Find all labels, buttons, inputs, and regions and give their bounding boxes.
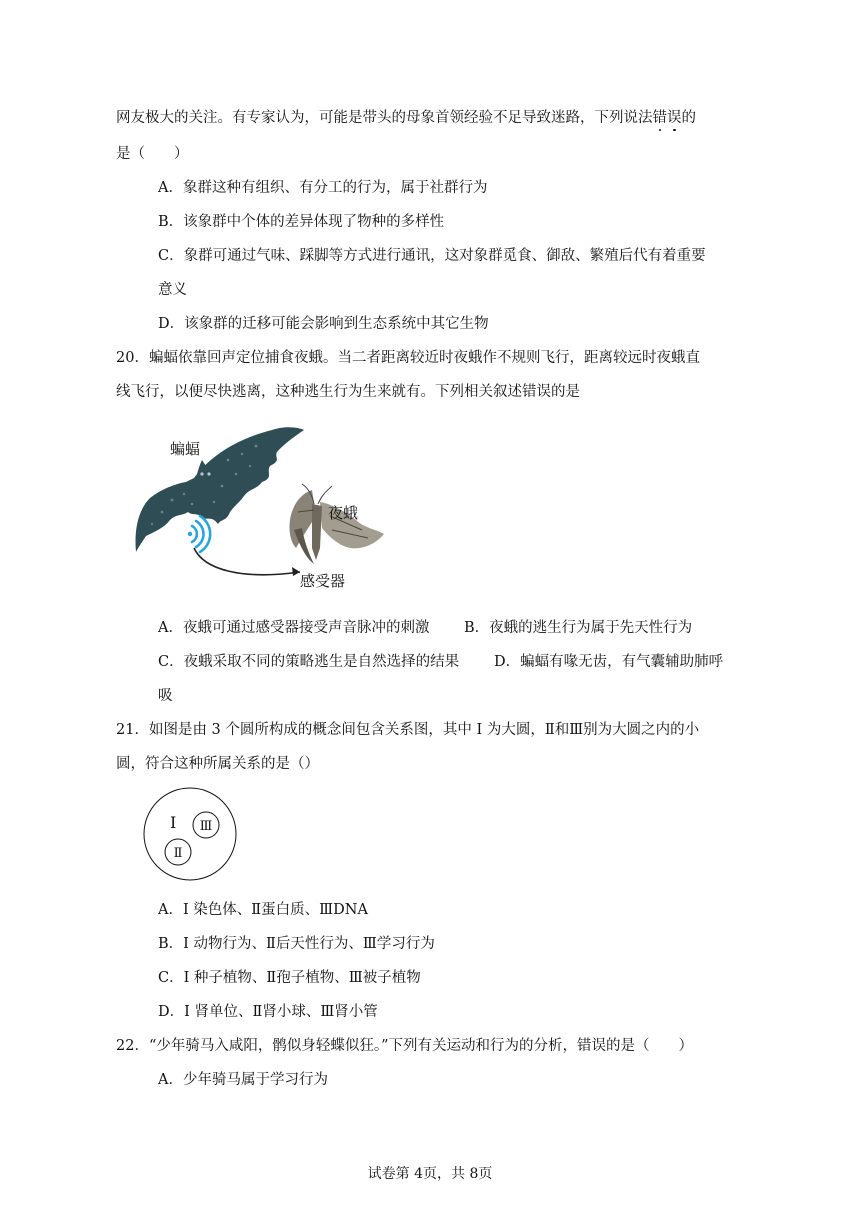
page-footer: 试卷第 4页，共 8页: [367, 1166, 493, 1182]
bat-silhouette: [136, 427, 304, 552]
bat-label: 蝙蝠: [170, 440, 201, 458]
q19-stem-line2: 是（ ）: [116, 146, 189, 162]
q22-option-a: A．少年骑马属于学习行为: [158, 1072, 328, 1088]
sound-wave-icon: [188, 516, 210, 552]
q20-option-b: B．夜蛾的逃生行为属于先天性行为: [464, 620, 693, 636]
q19-option-c-line2: 意义: [158, 282, 187, 298]
q19-stem-line1: 网友极大的关注。有专家认为，可能是带头的母象首领经验不足导致迷路，下列说法错误的: [116, 110, 696, 126]
q20-option-c: C．夜蛾采取不同的策略逃生是自然选择的结果: [158, 654, 460, 670]
circle-big: [144, 788, 236, 880]
q20-stem-line1: 20．蝙蝠依靠回声定位捕食夜蛾。当二者距离较近时夜蛾作不规则飞行，距离较远时夜蛾直: [116, 350, 700, 366]
q19-option-c-line1: C．象群可通过气味、踩脚等方式进行通讯，这对象群觅食、御敌、繁殖后代有着重要: [158, 248, 706, 264]
q21-option-a: A．I 染色体、Ⅱ蛋白质、ⅢDNA: [158, 902, 368, 918]
q21-stem-line2: 圆，符合这种所属关系的是（）: [116, 756, 319, 772]
circle-small-ii-label: Ⅱ: [173, 846, 183, 861]
arrow-head-icon: [292, 567, 300, 576]
bat-moth-figure: [132, 420, 392, 595]
concept-circles-figure: [142, 786, 242, 886]
moth-illustration: [289, 484, 384, 564]
moth-label: 夜蛾: [328, 504, 359, 522]
q20-option-d-line2: 吸: [158, 688, 173, 704]
q21-stem-line1: 21．如图是由 3 个圆所构成的概念间包含关系图，其中 I 为大圆，Ⅱ和Ⅲ别为大圆之内的小: [116, 722, 700, 738]
q19-option-b: B．该象群中个体的差异体现了物种的多样性: [158, 214, 445, 230]
circle-small-iii-label: Ⅲ: [199, 819, 213, 834]
receptor-label: 感受器: [300, 572, 346, 590]
q20-option-a: A．夜蛾可通过感受器接受声音脉冲的刺激: [158, 620, 430, 636]
q21-option-c: C．I 种子植物、Ⅱ孢子植物、Ⅲ被子植物: [158, 970, 421, 986]
signal-arrow: [194, 548, 300, 575]
q20-stem-line2: 线飞行，以便尽快逃离，这种逃生行为生来就有。下列相关叙述错误的是: [116, 384, 580, 400]
q19-option-d: D．该象群的迁移可能会影响到生态系统中其它生物: [158, 316, 489, 332]
q21-option-b: B．I 动物行为、Ⅱ后天性行为、Ⅲ学习行为: [158, 936, 435, 952]
q19-option-a: A．象群这种有组织、有分工的行为，属于社群行为: [158, 180, 488, 196]
q22-stem-line1: 22．“少年骑马入咸阳，鹘似身轻蝶似狂。”下列有关运动和行为的分析，错误的是（ ）: [116, 1038, 694, 1054]
q20-option-d-line1: D．蝙蝠有喙无齿，有气囊辅助肺呼: [494, 654, 724, 670]
q21-option-d: D．I 肾单位、Ⅱ肾小球、Ⅲ肾小管: [158, 1004, 378, 1020]
circle-big-label: I: [170, 813, 177, 832]
